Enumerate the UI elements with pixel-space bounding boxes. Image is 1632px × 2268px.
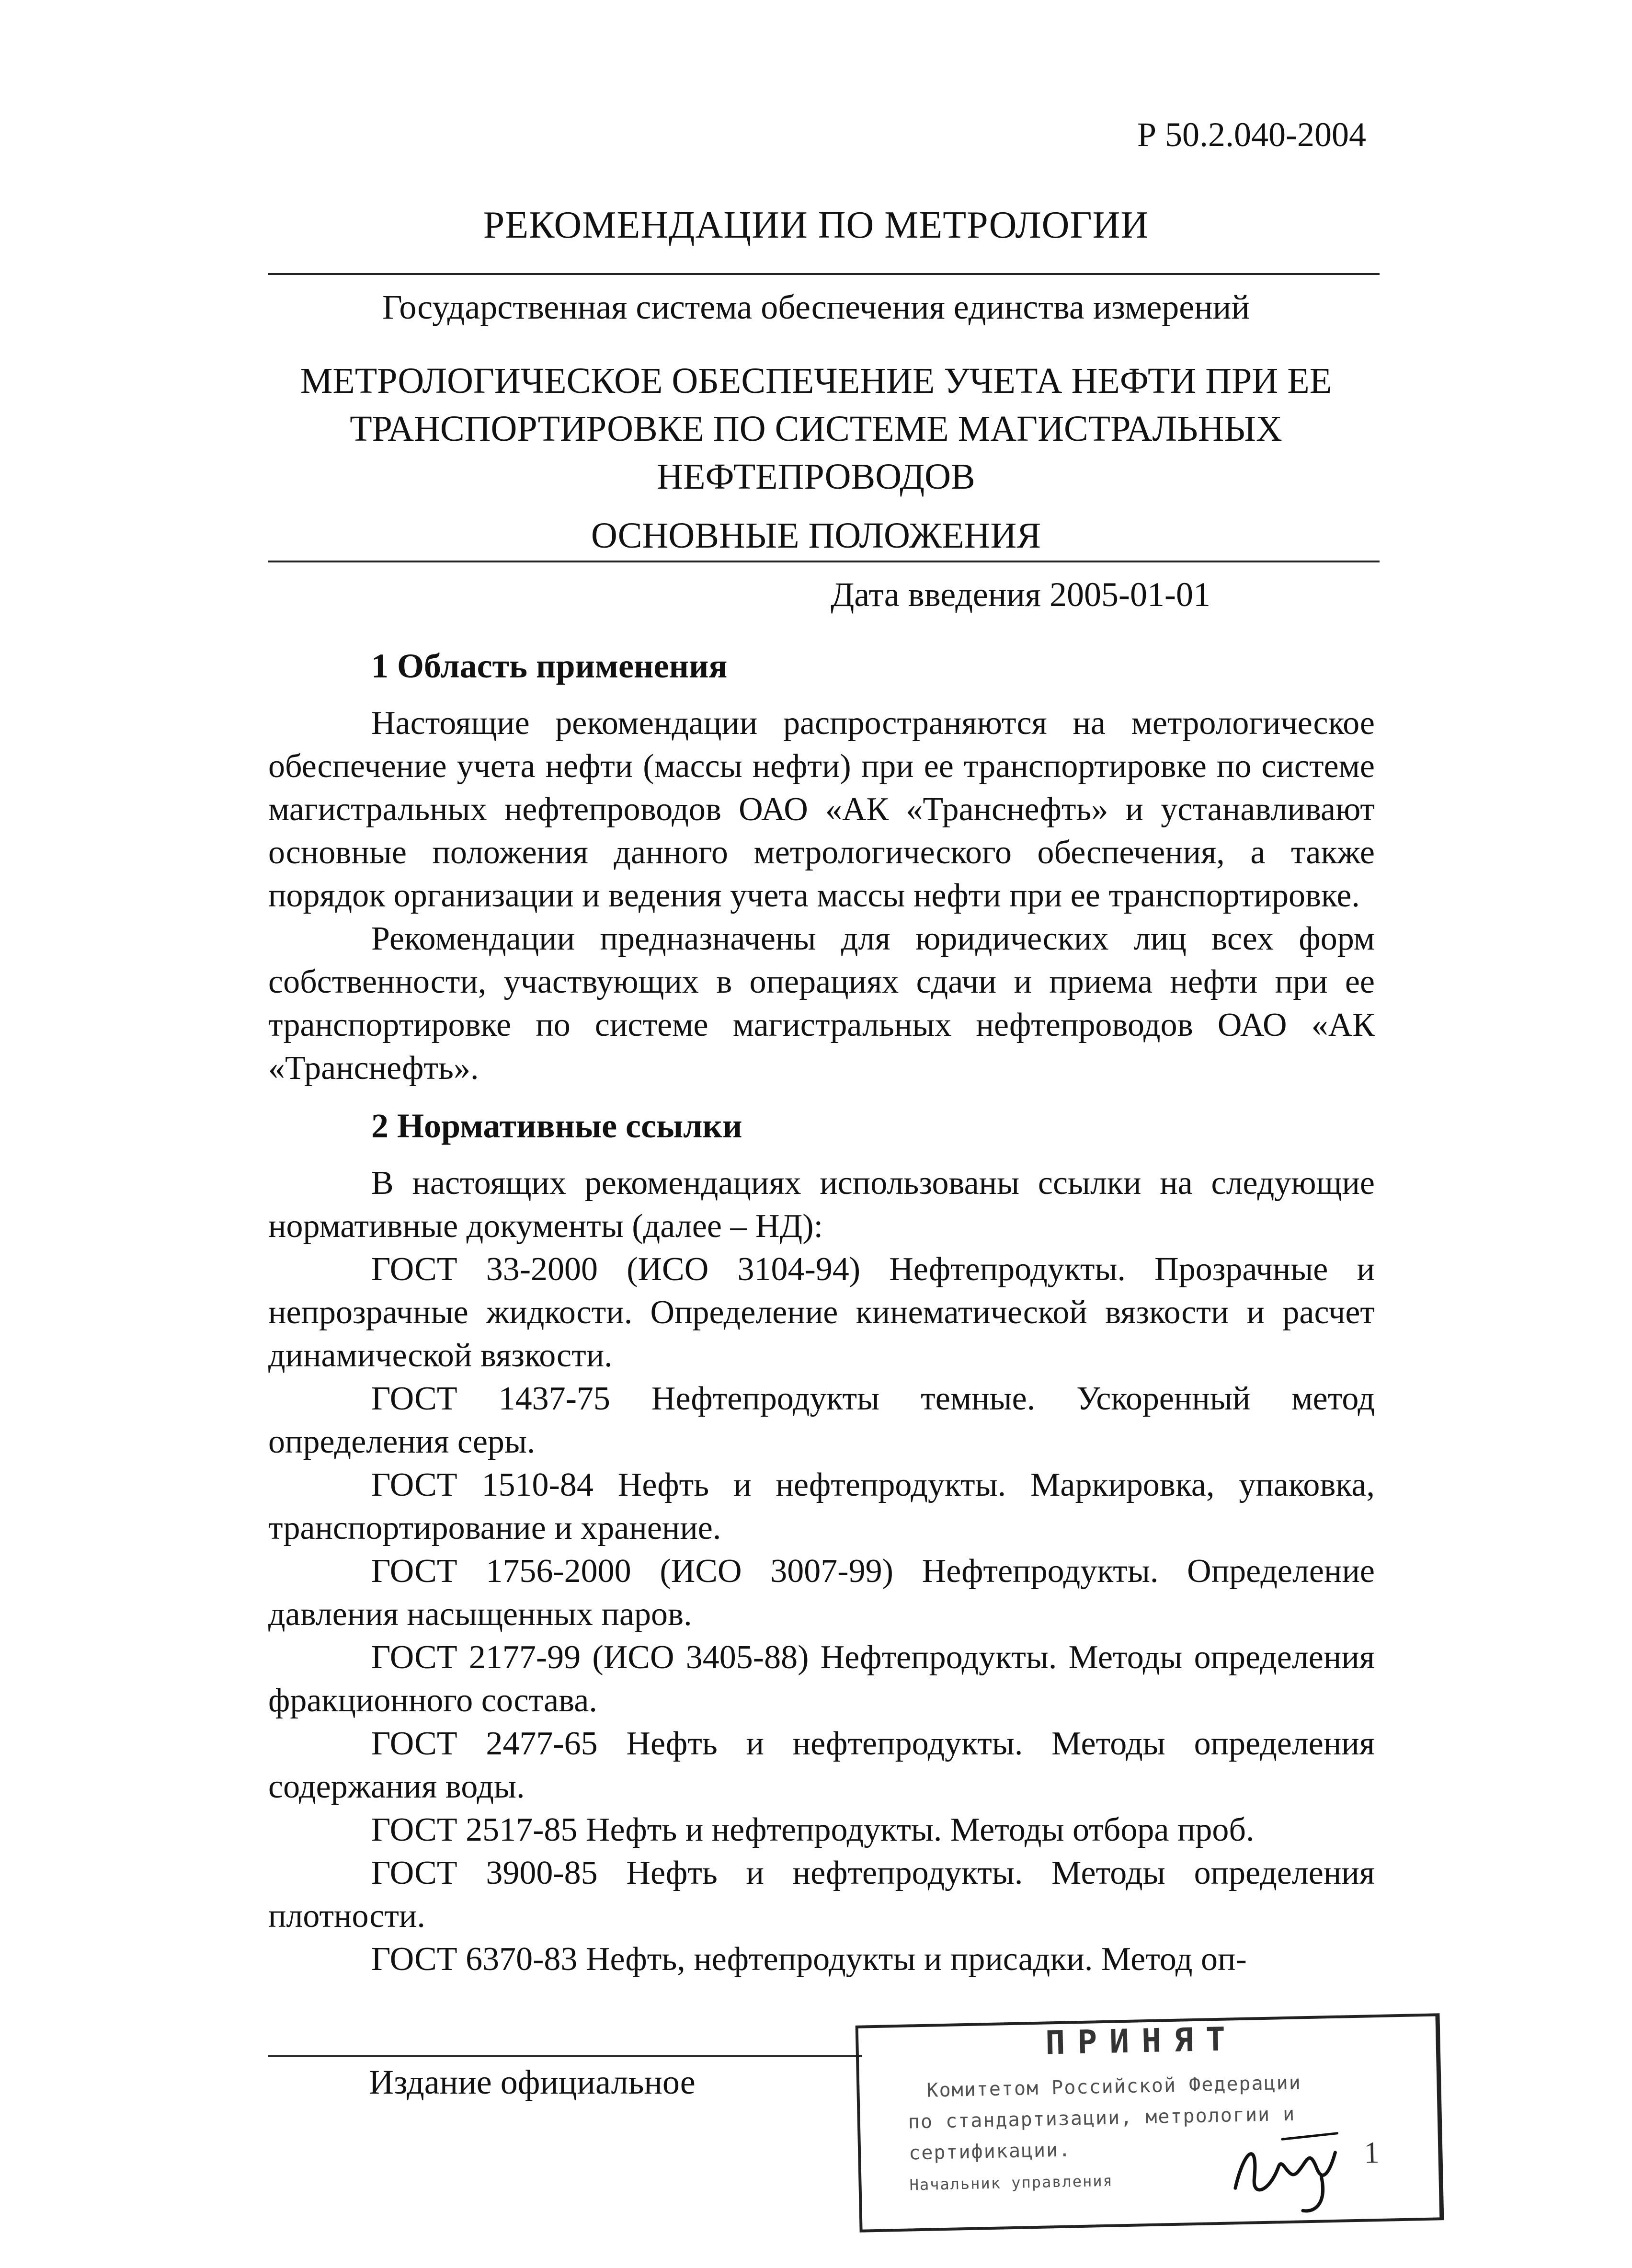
document-title: [0, 357, 1632, 501]
introduction-date: Дата введения 2005-01-01: [831, 575, 1210, 614]
paragraph: Настоящие рекомендации распространяются на метрологическое обеспечение учета нефти (массы нефти) при ее транспортировке по системе магистральных нефтепроводов ОАО «АК «Транснефть» и устанавливают основные положения данного метрологического обеспечения, а также порядок организации и ведения учета массы нефти при ее транспортировке.: [268, 705, 1375, 914]
header-rule-top: [268, 273, 1380, 275]
reference-item: ГОСТ 2517-85 Нефть и нефтепродукты. Методы отбора проб.: [371, 1811, 1255, 1848]
reference-item: ГОСТ 1437-75 Нефтепродукты темные. Ускоренный метод определения серы.: [268, 1380, 1375, 1460]
section-heading: 1 Область применения: [371, 647, 728, 685]
reference-item: ГОСТ 6370-83 Нефть, нефтепродукты и присадки. Метод оп-: [371, 1941, 1247, 1978]
title-line: МЕТРОЛОГИЧЕСКОЕ ОБЕСПЕЧЕНИЕ УЧЕТА НЕФТИ ПРИ ЕЕ: [300, 361, 1332, 401]
stamp-line: Начальник управления: [909, 2171, 1114, 2194]
document-body: [268, 644, 1375, 1981]
document-number: Р 50.2.040-2004: [1137, 115, 1366, 154]
title-line: НЕФТЕПРОВОДОВ: [657, 457, 975, 497]
reference-item: ГОСТ 1756-2000 (ИСО 3007-99) Нефтепродукты. Определение давления насыщенных паров.: [268, 1553, 1375, 1633]
paragraph: Рекомендации предназначены для юридических лиц всех форм собственности, участвующих в операциях сдачи и приема нефти при ее транспортировке по системе магистральных нефтепроводов ОАО «АК «Транснефть».: [268, 920, 1375, 1087]
document-subtitle: ОСНОВНЫЕ ПОЛОЖЕНИЯ: [591, 515, 1041, 556]
reference-item: ГОСТ 33-2000 (ИСО 3104-94) Нефтепродукты. Прозрачные и непрозрачные жидкости. Определение кинематической вязкости и расчет динамической вязкости.: [268, 1251, 1375, 1374]
reference-item: ГОСТ 3900-85 Нефть и нефтепродукты. Методы определения плотности.: [268, 1855, 1375, 1935]
header-rule-bottom: [268, 561, 1380, 562]
stamp-title: ПРИНЯТ: [1045, 2020, 1238, 2062]
document-series: РЕКОМЕНДАЦИИ ПО МЕТРОЛОГИИ: [483, 204, 1149, 246]
stamp-line: сертификации.: [908, 2139, 1072, 2165]
approval-stamp: [856, 2013, 1444, 2232]
reference-item: ГОСТ 2477-65 Нефть и нефтепродукты. Методы определения содержания воды.: [268, 1725, 1375, 1805]
signature-icon: [1224, 2119, 1351, 2217]
system-name: Государственная система обеспечения единства измерений: [382, 288, 1250, 326]
title-line: ТРАНСПОРТИРОВКЕ ПО СИСТЕМЕ МАГИСТРАЛЬНЫХ: [350, 409, 1282, 449]
stamp-line: по стандартизации, метрологии и: [908, 2103, 1296, 2133]
stamp-number: 1: [1363, 2135, 1380, 2170]
paragraph: В настоящих рекомендациях использованы ссылки на следующие нормативные документы (далее – НД):: [268, 1165, 1375, 1245]
footer-rule: [268, 2055, 862, 2057]
reference-item: ГОСТ 1510-84 Нефть и нефтепродукты. Маркировка, упаковка, транспортирование и хранение.: [268, 1466, 1375, 1546]
edition-note: Издание официальное: [369, 2063, 696, 2101]
reference-item: ГОСТ 2177-99 (ИСО 3405-88) Нефтепродукты. Методы определения фракционного состава.: [268, 1639, 1375, 1719]
stamp-line: Комитетом Российской Федерации: [926, 2072, 1302, 2102]
section-heading: 2 Нормативные ссылки: [371, 1107, 742, 1145]
